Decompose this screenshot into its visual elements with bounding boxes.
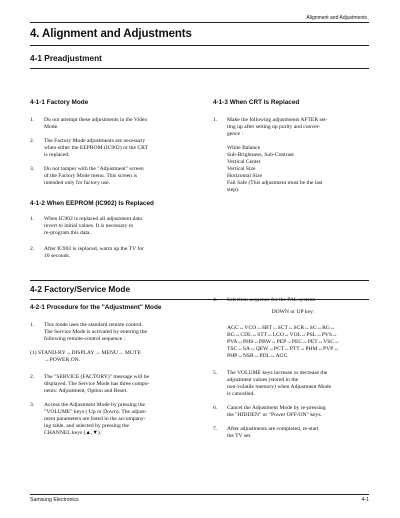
list-item [213, 297, 373, 304]
page-number: 4-1 [361, 497, 369, 503]
footer-publisher: Samsung Electronics [30, 497, 79, 503]
item-text: adjustment values (stored in the [227, 377, 299, 383]
section-title-service-mode: 4-2 Factory/Service Mode [30, 284, 131, 294]
item-number: 5. [213, 370, 218, 376]
item-number: 4. [213, 297, 218, 303]
header-rule [30, 22, 369, 23]
item-text: of the Factory Mode menu. This screen is [44, 173, 138, 179]
footer-rule [30, 494, 369, 495]
chapter-rule [30, 45, 369, 46]
item-text: Do not tamper with the "Adjustment" screen [44, 166, 144, 172]
item-text: intended only for factory use. [44, 180, 111, 186]
adjustment-item: White Balance [227, 145, 261, 151]
item-text: Access the Adjustment Mode by pressing the [44, 402, 145, 408]
item-text: Make the following adjustments AFTER set- [227, 117, 328, 123]
item-text: When IC902 is replaced all adjustment data [44, 216, 142, 222]
sequence-text: PVA↔PHS↔PBW↔PEP↔PEC↔PET↔VSC↔ [227, 339, 340, 345]
item-text: The Service Mode is activated by entering the [44, 329, 147, 335]
adjustment-item: step). [227, 187, 240, 193]
subsection-title-crt: 4-1-3 When CRT Is Replaced [213, 99, 300, 106]
list-item [30, 374, 202, 395]
item-number: 3. [30, 402, 35, 408]
item-number: 6. [213, 405, 218, 411]
item-text: the TV set. [227, 433, 252, 439]
list-item [30, 216, 200, 237]
item-text: The Factory Mode adjustments are necessary [44, 138, 146, 144]
item-text: is replaced. [44, 152, 70, 158]
list-item [30, 402, 202, 437]
list-item [30, 117, 200, 131]
section-title-preadjustment: 4-1 Preadjustment [30, 53, 102, 63]
item-text: ting up after setting up purity and conver- [227, 124, 321, 130]
adjustment-item: Fail Safe (This adjustment must be the last [227, 180, 323, 186]
item-number: 2. [30, 138, 35, 144]
sequence-text: BG↔CDL↔STT↔LCO↔VOL↔PSL↔PVS↔ [227, 332, 338, 338]
keys-label: DOWN or UP key: [271, 309, 315, 315]
sequence-text: TSC↔SA↔QEW↔PCT↔PTT↔PHM↔PVP↔ [227, 346, 339, 352]
item-text: Do not attempt these adjustments in the Video [44, 117, 148, 123]
item-number: 1. [30, 216, 35, 222]
list-item [213, 405, 373, 419]
item-text: when either the EEPROM (IC902) or the CRT [44, 145, 148, 151]
item-number: 2. [30, 374, 35, 380]
crt-list [213, 117, 373, 194]
adjustment-item: Sub-Brightness, Sub-Contrast [227, 152, 294, 158]
item-text: gence : [227, 131, 243, 137]
sequence-text: (1) STAND-BY→DISPLAY→ MENU→ MUTE [30, 350, 141, 356]
item-text: CHANNEL keys (▲,▼). [44, 430, 102, 436]
item-text: "VOLUME" keys ( Up or Down). The adjust- [44, 409, 147, 415]
adjustment-item: Vertical Size [227, 166, 256, 172]
sequence-text: →POWER ON. [44, 357, 81, 363]
item-text: the "HIDDEN" or "Power OFF/ON" keys. [227, 412, 322, 418]
item-text: The "SERVICE (FACTORY)" message will be [44, 374, 150, 380]
item-number: 1. [213, 117, 218, 123]
list-item [30, 246, 200, 260]
pal-sequence [213, 325, 373, 360]
list-item [213, 117, 373, 138]
item-text: The VOLUME keys increase or decrease the [227, 370, 328, 376]
item-text: nents: Adjustment, Option and Reset. [44, 388, 128, 394]
item-number: 3. [30, 166, 35, 172]
item-number: 1. [30, 117, 35, 123]
subsection-title-factory-mode: 4-1-1 Factory Mode [30, 99, 89, 106]
item-text: displayed. The Service Mode has three compo- [44, 381, 150, 387]
list-item [30, 138, 200, 159]
list-item [30, 322, 202, 343]
sequence-text: PHP↔NSR↔PDL↔AGC. [227, 353, 289, 359]
section-rule-1 [30, 68, 369, 69]
sequence-text: AGC↔VCO↔SBT↔SCT↔SCR↔SC↔RG↔ [227, 325, 336, 331]
item-text: Selection sequence for the PAL system: [227, 297, 316, 303]
list-item [30, 166, 200, 187]
item-text: is cancelled. [227, 391, 255, 397]
remote-sequence [30, 350, 202, 364]
procedure-list [30, 322, 202, 444]
subsection-title-procedure: 4-2-1 Procedure for the "Adjustment" Mode [30, 304, 162, 311]
item-text: 10 seconds. [44, 253, 71, 259]
subsection-title-eeprom: 4-1-2 When EEPROM (IC902) Is Replaced [30, 200, 154, 207]
adjustment-item: Vertical Center [227, 159, 261, 165]
item-text: After IC902 is replaced, warm up the TV for [44, 246, 144, 252]
item-number: 1. [30, 322, 35, 328]
chapter-title: 4. Alignment and Adjustments [30, 28, 192, 40]
item-text: ment parameters are listed in the accompany- [44, 416, 146, 422]
factory-mode-list [30, 117, 200, 194]
running-header: Alignment and Adjustments [306, 15, 367, 21]
item-text: non-volatile memory) when Adjustment Mode [227, 384, 332, 390]
list-item [213, 426, 373, 440]
item-text: After adjustments are completed, re-start [227, 426, 319, 432]
item-text: re-program this data. [44, 230, 91, 236]
item-text: following remote-control sequence : [44, 336, 126, 342]
item-number: 7. [213, 426, 218, 432]
adjustment-item: Horizontal Size [227, 173, 262, 179]
pal-sequence-list [213, 297, 373, 447]
eeprom-list [30, 216, 200, 267]
section-rule-2-top [30, 280, 369, 281]
item-text: ing table, and selected by pressing the [44, 423, 129, 429]
item-number: 2. [30, 246, 35, 252]
item-text: Cancel the Adjustment Mode by re-pressing [227, 405, 326, 411]
item-text: This mode uses the standard remote control. [44, 322, 143, 328]
item-text: revert to initial values. It is necessary to [44, 223, 134, 229]
list-item [213, 370, 373, 398]
item-text: Mode. [44, 124, 59, 130]
crt-adjustment-list [213, 145, 373, 194]
